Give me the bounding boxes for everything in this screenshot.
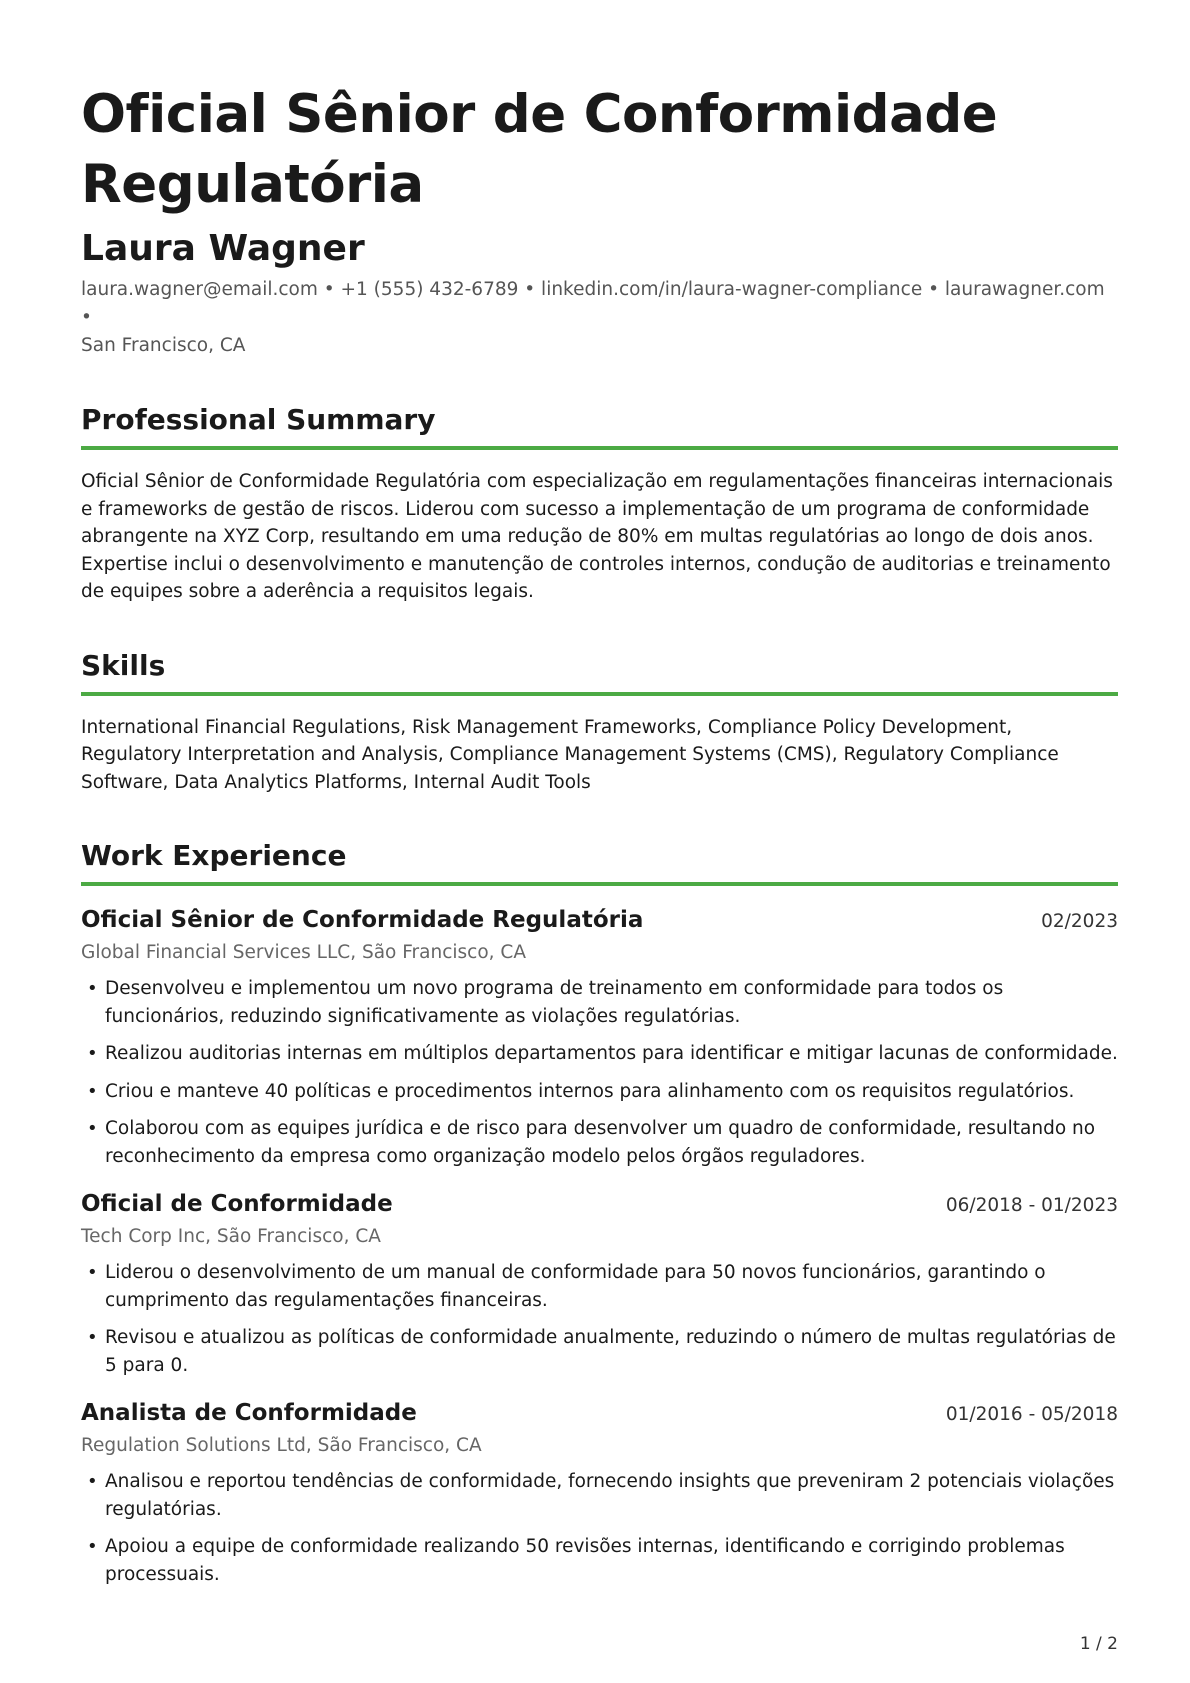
job-bullets [81,1468,1118,1588]
job-date: 01/2016 - 05/2018 [945,1404,1118,1425]
job-title: Analista de Conformidade [81,1400,417,1426]
job-entry [81,904,1118,1170]
document-title [81,80,1118,220]
job-list [81,904,1118,1588]
skills-text: International Financial Regulations, Risk Management Frameworks, Compliance Policy Development, Regulatory Interpretation and Analysis, Compliance Management Systems (CMS), Regulatory Compliance Software, Data Analytics Platforms, Internal Audit Tools [81,716,1059,793]
job-bullet: • Criou e manteve 40 políticas e procedimentos internos para alinhamento com os requisitos regulatórios. [81,1078,1118,1106]
candidate-name: Laura Wagner [81,228,365,269]
job-header [81,1397,1118,1429]
page-number: 1 / 2 [1079,1634,1118,1654]
job-bullets [81,1259,1118,1379]
contact-line-1: laura.wagner@email.com • +1 (555) 432-6789 • linkedin.com/in/laura-wagner-compliance • laurawagner.com • [81,279,1105,328]
job-title: Oficial de Conformidade [81,1191,393,1217]
job-company: Global Financial Services LLC, São Francisco, CA [81,942,526,963]
summary-heading: Professional Summary [81,403,436,436]
job-header [81,1188,1118,1220]
experience-heading: Work Experience [81,839,347,872]
job-header [81,904,1118,936]
job-bullet: • Colaborou com as equipes jurídica e de risco para desenvolver um quadro de conformidade, resultando no reconhecimento da empresa como organização modelo pelos órgãos reguladores. [81,1115,1118,1170]
skills-section [81,648,1118,797]
experience-section [81,838,1118,1588]
job-entry [81,1397,1118,1588]
job-date: 06/2018 - 01/2023 [945,1195,1118,1216]
job-bullets [81,975,1118,1170]
contact-line-2: San Francisco, CA [81,335,246,356]
job-company: Regulation Solutions Ltd, São Francisco, CA [81,1435,482,1456]
job-bullet: • Analisou e reportou tendências de conformidade, fornecendo insights que preveniram 2 potenciais violações regulatórias. [81,1468,1118,1523]
job-bullet: • Desenvolveu e implementou um novo programa de treinamento em conformidade para todos os funcionários, reduzindo significativamente as violações regulatórias. [81,975,1118,1030]
job-entry [81,1188,1118,1379]
contact-info [81,276,1118,360]
job-bullet: • Apoiou a equipe de conformidade realizando 50 revisões internas, identificando e corrigindo problemas processuais. [81,1533,1118,1588]
title-line-1: Oficial Sênior de Conformidade [81,84,998,145]
job-bullet: • Revisou e atualizou as políticas de conformidade anualmente, reduzindo o número de multas regulatórias de 5 para 0. [81,1324,1118,1379]
job-date: 02/2023 [1041,911,1118,932]
resume-page [81,80,1118,1598]
job-bullet: • Liderou o desenvolvimento de um manual de conformidade para 50 novos funcionários, garantindo o cumprimento das regulamentações financeiras. [81,1259,1118,1314]
section-divider [81,882,1118,886]
section-divider [81,692,1118,696]
job-company: Tech Corp Inc, São Francisco, CA [81,1226,381,1247]
job-title: Oficial Sênior de Conformidade Regulatória [81,907,644,933]
job-bullet: • Realizou auditorias internas em múltiplos departamentos para identificar e mitigar lacunas de conformidade. [81,1040,1118,1068]
section-divider [81,446,1118,450]
skills-heading: Skills [81,648,166,682]
summary-text: Oficial Sênior de Conformidade Regulatória com especialização em regulamentações financeiras internacionais e frameworks de gestão de riscos. Liderou com sucesso a implementação de um programa de conformidade abrangente na XYZ Corp, resultando em uma redução de 80% em multas regulatórias ao longo de dois anos. Expertise inclui o desenvolvimento e manutenção de controles internos, condução de auditorias e treinamento de equipes sobre a aderência a requisitos legais. [81,471,1113,602]
title-line-2: Regulatória [81,154,424,215]
summary-section [81,402,1118,606]
